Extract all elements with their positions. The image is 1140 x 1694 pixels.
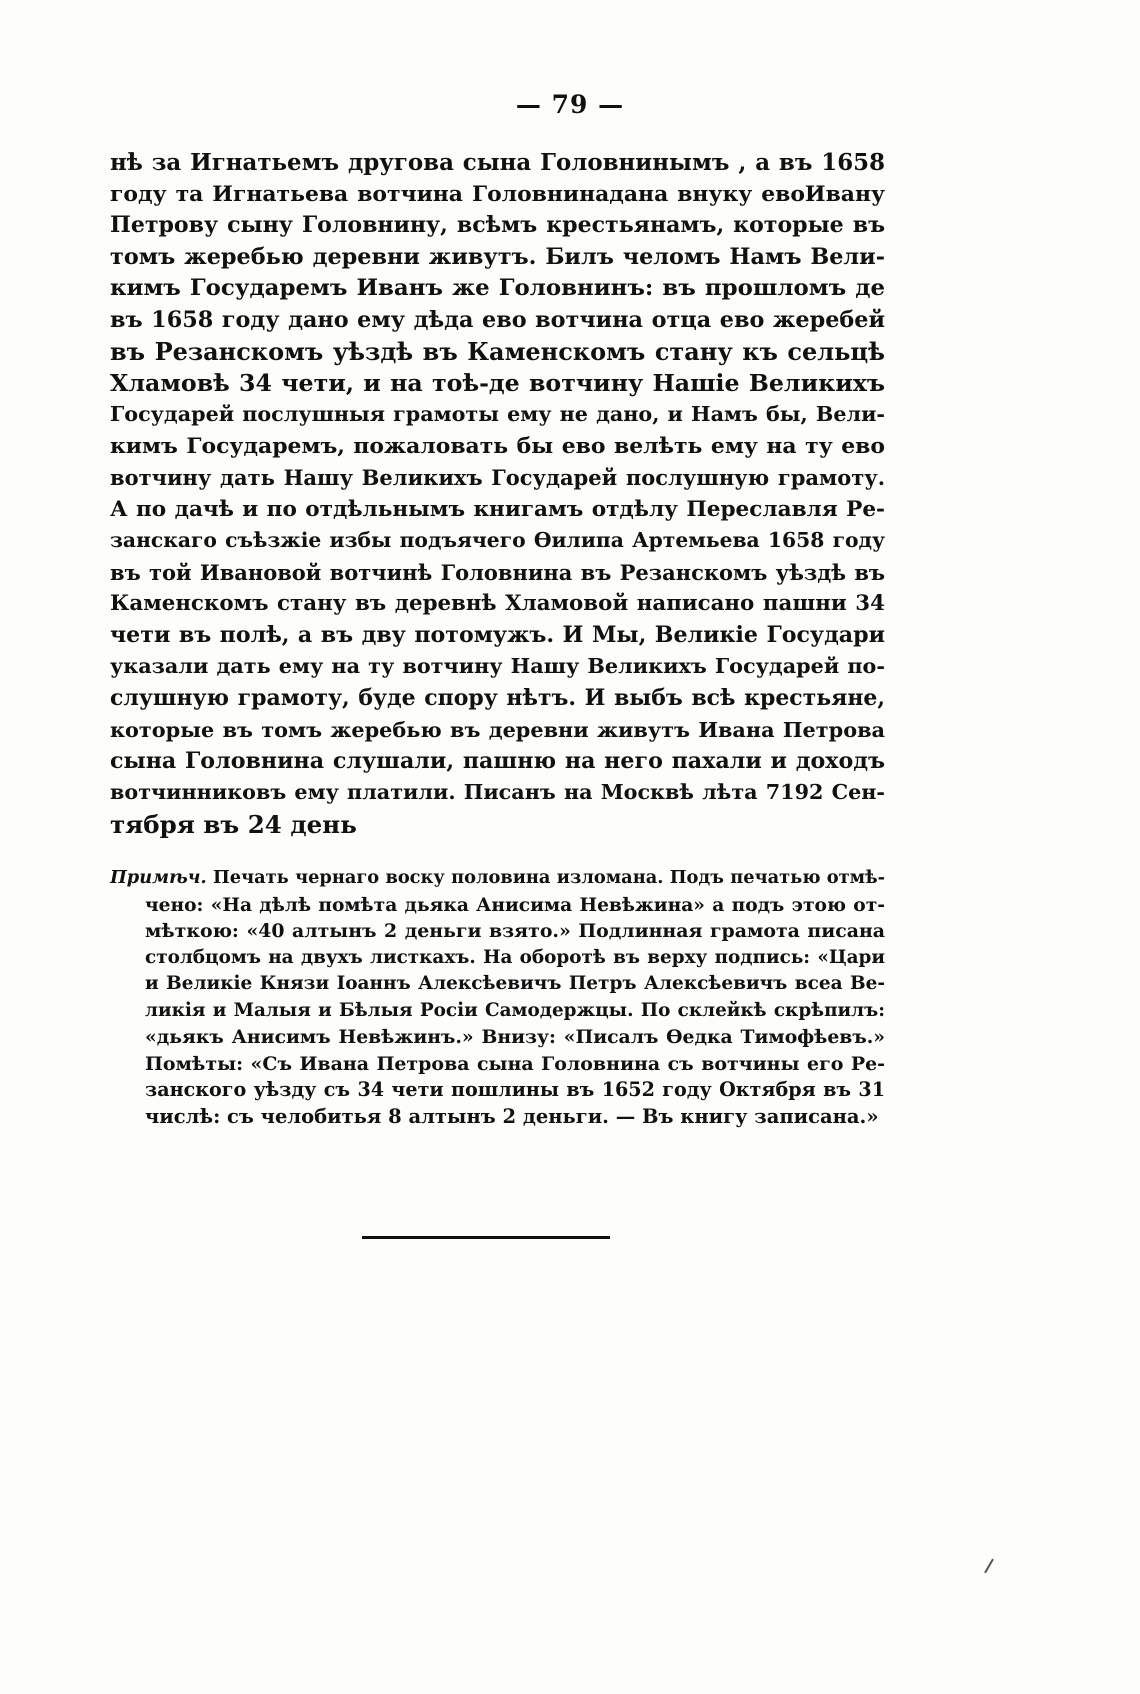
text-line: въ Резанскомъ уѣздѣ въ Каменскомъ стану къ сельцѣ	[110, 337, 885, 366]
text-line: Государей послушныя грамоты ему не дано, и Намъ бы, Вели-	[110, 402, 885, 426]
text-line: А по дачѣ и по отдѣльнымъ книгамъ отдѣлу Переславля Ре-	[110, 496, 885, 522]
footnote-line: Помѣты: «Съ Ивана Петрова сына Головнина съ вотчины его Ре-	[145, 1052, 885, 1075]
footnote-first-line	[110, 865, 885, 892]
text-line: Хламовѣ 34 чети, и на тоѣ-де вотчину Нашіе Великихъ	[110, 368, 885, 397]
text-line: томъ жеребью деревни живутъ. Билъ челомъ Намъ Вели-	[110, 243, 885, 270]
page-number: — 79 —	[515, 90, 625, 119]
text-line: кимъ Государемъ Иванъ же Головнинъ: въ прошломъ де	[110, 275, 885, 301]
text-line: нѣ за Игнатьемъ другова сына Головнинымъ , а въ 1658	[110, 149, 885, 176]
footnote-label: Примѣч.	[110, 867, 207, 888]
text-line: сына Головнина слушали, пашню на него пахали и доходъ	[110, 747, 885, 774]
text-line: кимъ Государемъ, пожаловать бы ево велѣть ему на ту ево	[110, 432, 885, 459]
main-text-block	[110, 147, 885, 840]
text-line: тября въ 24 день	[110, 809, 357, 839]
text-line: вотчинниковъ ему платили. Писанъ на Москвѣ лѣта 7192 Сен-	[110, 780, 885, 804]
footnote-line: столбцомъ на двухъ листкахъ. На оборотѣ въ верху подпись: «Цари	[145, 946, 885, 968]
footnote-line: «дьякъ Анисимъ Невѣжинъ.» Внизу: «Писалъ Ѳедка Тимофѣевъ.»	[145, 1026, 885, 1048]
scan-speck	[984, 1559, 994, 1574]
text-line: указали дать ему на ту вотчину Нашу Великихъ Государей по-	[110, 654, 885, 678]
text-line: въ 1658 году дано ему дѣда ево вотчина отца ево жеребей	[110, 306, 885, 333]
footnote-line: и Великіе Князи Іоаннъ Алексѣевичъ Петръ Алексѣевичъ всеа Ве-	[145, 973, 885, 994]
text-line: году та Игнатьева вотчина Головнинадана внуку евоИвану	[110, 180, 885, 207]
footnote-line: чено: «На дѣлѣ помѣта дьяка Анисима Невѣжина» а подъ этою от-	[145, 893, 885, 916]
section-divider	[362, 1236, 610, 1239]
text-line: чети въ полѣ, а въ дву потомужъ. И Мы, Великіе Государи	[110, 621, 885, 648]
footnote-first-text: Печать чернаго воску половина изломана. Подъ печатью отмѣ-	[206, 867, 885, 888]
text-line: Петрову сыну Головнину, всѣмъ крестьянамъ, которые въ	[110, 212, 885, 238]
footnote-line: числѣ: съ челобитья 8 алтынъ 2 деньги. — Въ книгу записана.»	[145, 1104, 879, 1128]
text-line: занскаго съѣзжіе избы подъячего Ѳилипа Артемьева 1658 году	[110, 528, 885, 552]
text-line: вотчину дать Нашу Великихъ Государей послушную грамоту.	[110, 465, 885, 490]
text-line: которые въ томъ жеребью въ деревни живутъ Ивана Петрова	[110, 717, 885, 742]
text-line: Каменскомъ стану въ деревнѣ Хламовой написано пашни 34	[110, 591, 885, 616]
footnote-line: занского уѣзду съ 34 чети пошлины въ 1652 году Октября въ 31	[145, 1078, 885, 1101]
footnote-block	[110, 865, 885, 1130]
footnote-line: мѣткою: «40 алтынъ 2 деньги взято.» Подлинная грамота писана	[145, 920, 885, 942]
text-line: въ той Ивановой вотчинѣ Головнина въ Резанскомъ уѣздѣ въ	[110, 559, 885, 585]
text-line: слушную грамоту, буде спору нѣтъ. И выбъ всѣ крестьяне,	[110, 684, 885, 711]
footnote-line: ликія и Малыя и Бѣлыя Росіи Самодержцы. По склейкѣ скрѣпилъ:	[145, 999, 885, 1021]
